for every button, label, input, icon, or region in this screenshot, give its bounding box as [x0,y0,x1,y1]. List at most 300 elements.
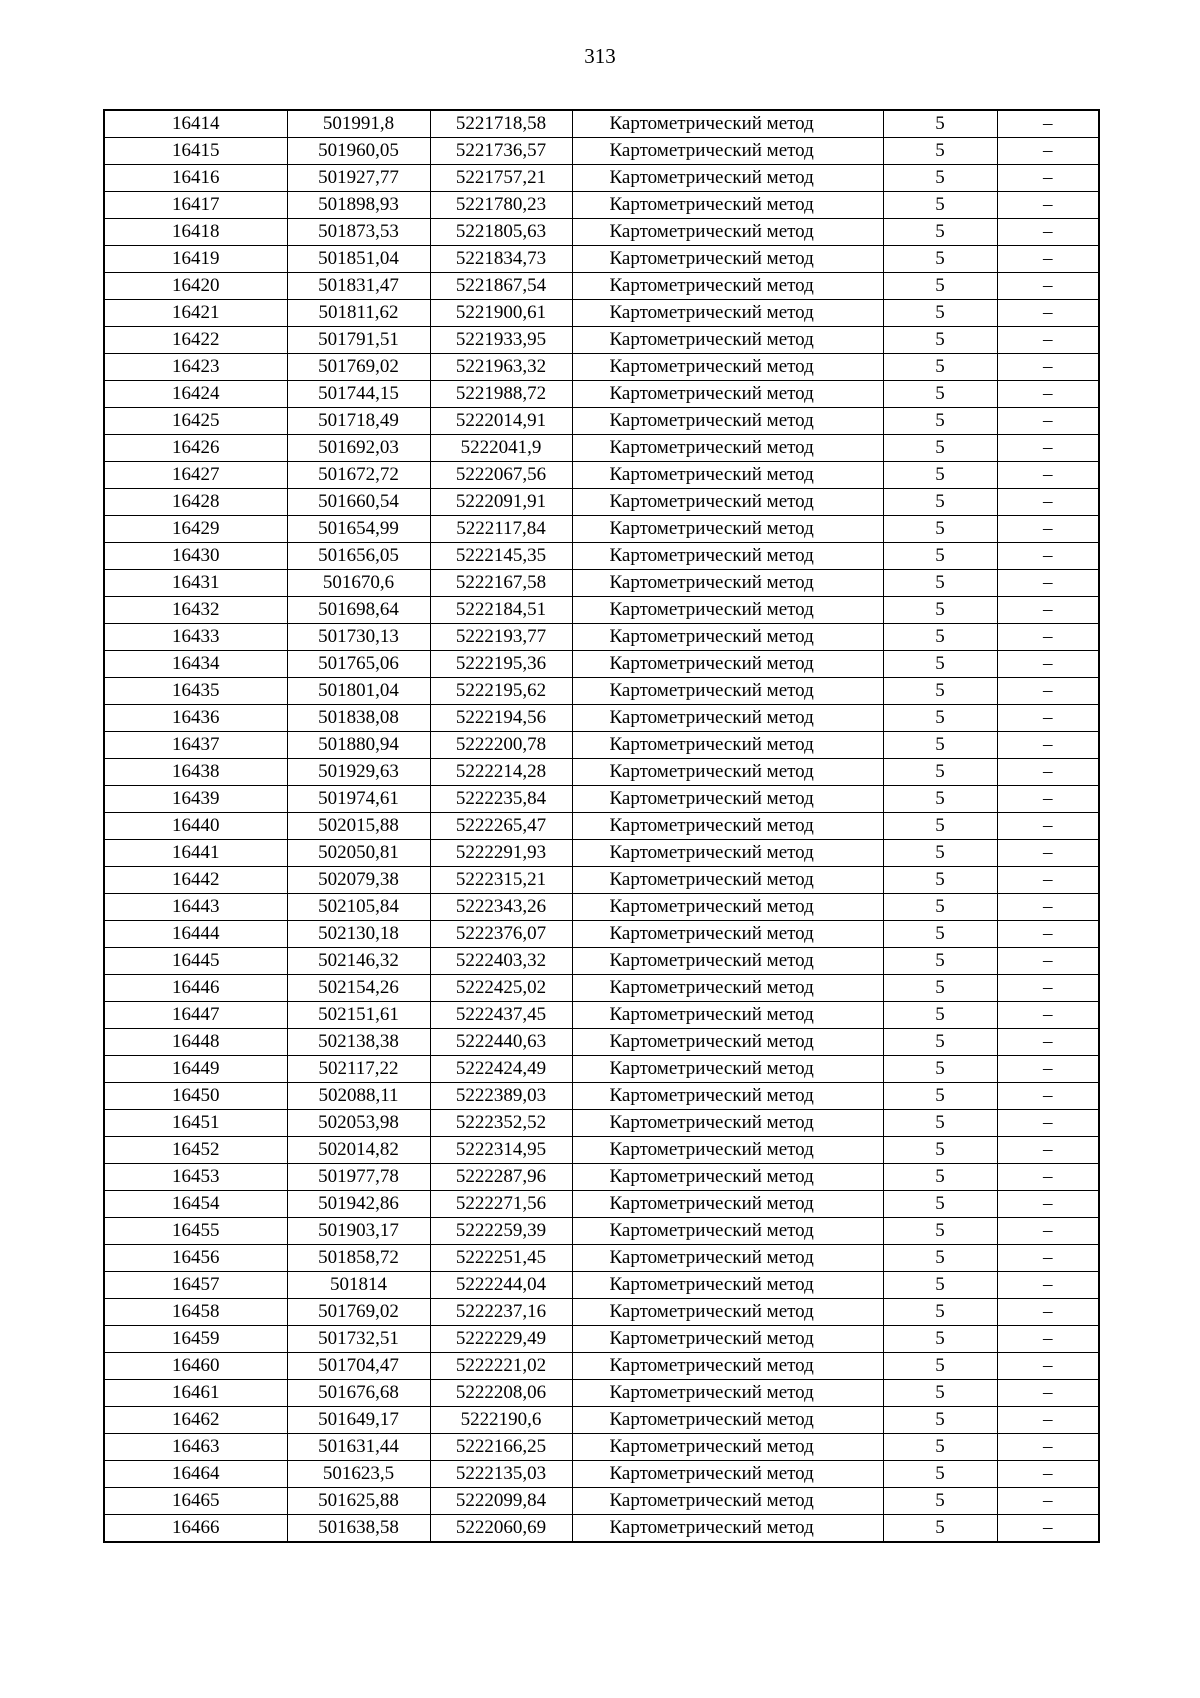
accuracy-cell: 5 [883,435,997,462]
note-cell: – [997,597,1099,624]
accuracy-cell: 5 [883,489,997,516]
method-cell: Картометрический метод [572,840,883,867]
point-number-cell: 16419 [104,246,287,273]
note-cell: – [997,624,1099,651]
accuracy-cell: 5 [883,1137,997,1164]
y-coordinate-cell: 5222425,02 [430,975,572,1002]
y-coordinate-cell: 5222167,58 [430,570,572,597]
x-coordinate-cell: 501765,06 [287,651,430,678]
x-coordinate-cell: 501873,53 [287,219,430,246]
table-row [104,948,1099,975]
note-cell: – [997,1245,1099,1272]
y-coordinate-cell: 5222315,21 [430,867,572,894]
coordinates-table [103,109,1100,1543]
method-cell: Картометрический метод [572,624,883,651]
table-row [104,1515,1099,1543]
point-number-cell: 16455 [104,1218,287,1245]
note-cell: – [997,1029,1099,1056]
note-cell: – [997,813,1099,840]
x-coordinate-cell: 502146,32 [287,948,430,975]
accuracy-cell: 5 [883,1299,997,1326]
x-coordinate-cell: 501654,99 [287,516,430,543]
note-cell: – [997,1083,1099,1110]
table-row [104,1083,1099,1110]
y-coordinate-cell: 5222251,45 [430,1245,572,1272]
table-row [104,732,1099,759]
note-cell: – [997,651,1099,678]
method-cell: Картометрический метод [572,1515,883,1543]
x-coordinate-cell: 501730,13 [287,624,430,651]
x-coordinate-cell: 501929,63 [287,759,430,786]
method-cell: Картометрический метод [572,678,883,705]
point-number-cell: 16420 [104,273,287,300]
method-cell: Картометрический метод [572,1326,883,1353]
accuracy-cell: 5 [883,543,997,570]
method-cell: Картометрический метод [572,354,883,381]
y-coordinate-cell: 5222208,06 [430,1380,572,1407]
accuracy-cell: 5 [883,1110,997,1137]
table-row [104,1461,1099,1488]
note-cell: – [997,1353,1099,1380]
note-cell: – [997,1110,1099,1137]
accuracy-cell: 5 [883,840,997,867]
method-cell: Картометрический метод [572,408,883,435]
x-coordinate-cell: 501744,15 [287,381,430,408]
x-coordinate-cell: 501732,51 [287,1326,430,1353]
x-coordinate-cell: 501769,02 [287,1299,430,1326]
point-number-cell: 16430 [104,543,287,570]
method-cell: Картометрический метод [572,975,883,1002]
table-row [104,516,1099,543]
method-cell: Картометрический метод [572,705,883,732]
y-coordinate-cell: 5222214,28 [430,759,572,786]
note-cell: – [997,300,1099,327]
table-row [104,1326,1099,1353]
x-coordinate-cell: 501898,93 [287,192,430,219]
point-number-cell: 16415 [104,138,287,165]
method-cell: Картометрический метод [572,489,883,516]
y-coordinate-cell: 5222389,03 [430,1083,572,1110]
table-row [104,570,1099,597]
point-number-cell: 16463 [104,1434,287,1461]
method-cell: Картометрический метод [572,246,883,273]
accuracy-cell: 5 [883,192,997,219]
x-coordinate-cell: 501649,17 [287,1407,430,1434]
x-coordinate-cell: 501858,72 [287,1245,430,1272]
note-cell: – [997,1272,1099,1299]
accuracy-cell: 5 [883,651,997,678]
note-cell: – [997,1299,1099,1326]
point-number-cell: 16417 [104,192,287,219]
method-cell: Картометрический метод [572,516,883,543]
accuracy-cell: 5 [883,597,997,624]
method-cell: Картометрический метод [572,1137,883,1164]
x-coordinate-cell: 501676,68 [287,1380,430,1407]
accuracy-cell: 5 [883,570,997,597]
y-coordinate-cell: 5222117,84 [430,516,572,543]
method-cell: Картометрический метод [572,273,883,300]
note-cell: – [997,705,1099,732]
y-coordinate-cell: 5222221,02 [430,1353,572,1380]
y-coordinate-cell: 5222271,56 [430,1191,572,1218]
table-row [104,786,1099,813]
point-number-cell: 16433 [104,624,287,651]
note-cell: – [997,1461,1099,1488]
accuracy-cell: 5 [883,975,997,1002]
y-coordinate-cell: 5222343,26 [430,894,572,921]
x-coordinate-cell: 502050,81 [287,840,430,867]
point-number-cell: 16426 [104,435,287,462]
table-row [104,624,1099,651]
note-cell: – [997,867,1099,894]
table-row [104,354,1099,381]
y-coordinate-cell: 5222135,03 [430,1461,572,1488]
accuracy-cell: 5 [883,1434,997,1461]
method-cell: Картометрический метод [572,1191,883,1218]
x-coordinate-cell: 501660,54 [287,489,430,516]
note-cell: – [997,408,1099,435]
method-cell: Картометрический метод [572,1380,883,1407]
accuracy-cell: 5 [883,1245,997,1272]
note-cell: – [997,570,1099,597]
table-row [104,165,1099,192]
note-cell: – [997,1056,1099,1083]
note-cell: – [997,1164,1099,1191]
point-number-cell: 16443 [104,894,287,921]
accuracy-cell: 5 [883,732,997,759]
note-cell: – [997,975,1099,1002]
table-row [104,975,1099,1002]
point-number-cell: 16454 [104,1191,287,1218]
table-body [104,110,1099,1542]
accuracy-cell: 5 [883,1488,997,1515]
table-row [104,300,1099,327]
point-number-cell: 16465 [104,1488,287,1515]
point-number-cell: 16429 [104,516,287,543]
accuracy-cell: 5 [883,1326,997,1353]
note-cell: – [997,732,1099,759]
x-coordinate-cell: 501692,03 [287,435,430,462]
point-number-cell: 16421 [104,300,287,327]
point-number-cell: 16441 [104,840,287,867]
method-cell: Картометрический метод [572,543,883,570]
y-coordinate-cell: 5222287,96 [430,1164,572,1191]
note-cell: – [997,759,1099,786]
point-number-cell: 16435 [104,678,287,705]
point-number-cell: 16431 [104,570,287,597]
point-number-cell: 16456 [104,1245,287,1272]
method-cell: Картометрический метод [572,1110,883,1137]
method-cell: Картометрический метод [572,651,883,678]
method-cell: Картометрический метод [572,1299,883,1326]
table-row [104,381,1099,408]
point-number-cell: 16452 [104,1137,287,1164]
accuracy-cell: 5 [883,786,997,813]
table-row [104,1218,1099,1245]
table-row [104,1002,1099,1029]
point-number-cell: 16449 [104,1056,287,1083]
y-coordinate-cell: 5222229,49 [430,1326,572,1353]
x-coordinate-cell: 501670,6 [287,570,430,597]
accuracy-cell: 5 [883,408,997,435]
note-cell: – [997,1434,1099,1461]
point-number-cell: 16436 [104,705,287,732]
x-coordinate-cell: 502015,88 [287,813,430,840]
table-row [104,867,1099,894]
method-cell: Картометрический метод [572,867,883,894]
x-coordinate-cell: 501672,72 [287,462,430,489]
note-cell: – [997,1515,1099,1543]
point-number-cell: 16445 [104,948,287,975]
point-number-cell: 16416 [104,165,287,192]
y-coordinate-cell: 5222291,93 [430,840,572,867]
accuracy-cell: 5 [883,273,997,300]
point-number-cell: 16464 [104,1461,287,1488]
x-coordinate-cell: 501638,58 [287,1515,430,1543]
accuracy-cell: 5 [883,1407,997,1434]
table-row [104,543,1099,570]
y-coordinate-cell: 5222193,77 [430,624,572,651]
note-cell: – [997,435,1099,462]
note-cell: – [997,543,1099,570]
point-number-cell: 16437 [104,732,287,759]
method-cell: Картометрический метод [572,570,883,597]
note-cell: – [997,894,1099,921]
table-row [104,192,1099,219]
x-coordinate-cell: 501801,04 [287,678,430,705]
point-number-cell: 16457 [104,1272,287,1299]
y-coordinate-cell: 5221867,54 [430,273,572,300]
x-coordinate-cell: 501851,04 [287,246,430,273]
table-row [104,1029,1099,1056]
y-coordinate-cell: 5222099,84 [430,1488,572,1515]
accuracy-cell: 5 [883,867,997,894]
point-number-cell: 16446 [104,975,287,1002]
accuracy-cell: 5 [883,1218,997,1245]
y-coordinate-cell: 5222014,91 [430,408,572,435]
note-cell: – [997,948,1099,975]
x-coordinate-cell: 501977,78 [287,1164,430,1191]
x-coordinate-cell: 502014,82 [287,1137,430,1164]
accuracy-cell: 5 [883,1515,997,1543]
point-number-cell: 16427 [104,462,287,489]
accuracy-cell: 5 [883,110,997,138]
table-row [104,1299,1099,1326]
method-cell: Картометрический метод [572,1164,883,1191]
table-row [104,110,1099,138]
note-cell: – [997,110,1099,138]
x-coordinate-cell: 502079,38 [287,867,430,894]
method-cell: Картометрический метод [572,435,883,462]
note-cell: – [997,1002,1099,1029]
y-coordinate-cell: 5222424,49 [430,1056,572,1083]
point-number-cell: 16462 [104,1407,287,1434]
y-coordinate-cell: 5222440,63 [430,1029,572,1056]
table-row [104,1380,1099,1407]
x-coordinate-cell: 501903,17 [287,1218,430,1245]
y-coordinate-cell: 5221963,32 [430,354,572,381]
point-number-cell: 16424 [104,381,287,408]
note-cell: – [997,1488,1099,1515]
note-cell: – [997,1326,1099,1353]
method-cell: Картометрический метод [572,1245,883,1272]
x-coordinate-cell: 502053,98 [287,1110,430,1137]
table-row [104,651,1099,678]
x-coordinate-cell: 502154,26 [287,975,430,1002]
x-coordinate-cell: 502088,11 [287,1083,430,1110]
y-coordinate-cell: 5222060,69 [430,1515,572,1543]
accuracy-cell: 5 [883,921,997,948]
method-cell: Картометрический метод [572,1434,883,1461]
x-coordinate-cell: 502151,61 [287,1002,430,1029]
y-coordinate-cell: 5221900,61 [430,300,572,327]
method-cell: Картометрический метод [572,192,883,219]
y-coordinate-cell: 5221736,57 [430,138,572,165]
y-coordinate-cell: 5222237,16 [430,1299,572,1326]
note-cell: – [997,516,1099,543]
method-cell: Картометрический метод [572,1488,883,1515]
table-row [104,1407,1099,1434]
y-coordinate-cell: 5221988,72 [430,381,572,408]
point-number-cell: 16466 [104,1515,287,1543]
point-number-cell: 16418 [104,219,287,246]
point-number-cell: 16459 [104,1326,287,1353]
accuracy-cell: 5 [883,246,997,273]
accuracy-cell: 5 [883,354,997,381]
point-number-cell: 16460 [104,1353,287,1380]
method-cell: Картометрический метод [572,462,883,489]
note-cell: – [997,327,1099,354]
x-coordinate-cell: 501991,8 [287,110,430,138]
accuracy-cell: 5 [883,624,997,651]
point-number-cell: 16444 [104,921,287,948]
table-row [104,246,1099,273]
accuracy-cell: 5 [883,813,997,840]
table-row [104,1434,1099,1461]
x-coordinate-cell: 501942,86 [287,1191,430,1218]
table-row [104,1110,1099,1137]
y-coordinate-cell: 5222091,91 [430,489,572,516]
method-cell: Картометрический метод [572,381,883,408]
table-row [104,435,1099,462]
x-coordinate-cell: 501718,49 [287,408,430,435]
x-coordinate-cell: 501625,88 [287,1488,430,1515]
note-cell: – [997,1137,1099,1164]
x-coordinate-cell: 501811,62 [287,300,430,327]
x-coordinate-cell: 501769,02 [287,354,430,381]
method-cell: Картометрический метод [572,948,883,975]
note-cell: – [997,489,1099,516]
x-coordinate-cell: 501974,61 [287,786,430,813]
x-coordinate-cell: 501960,05 [287,138,430,165]
note-cell: – [997,273,1099,300]
x-coordinate-cell: 501838,08 [287,705,430,732]
table-row [104,327,1099,354]
y-coordinate-cell: 5222041,9 [430,435,572,462]
note-cell: – [997,381,1099,408]
note-cell: – [997,246,1099,273]
y-coordinate-cell: 5222259,39 [430,1218,572,1245]
accuracy-cell: 5 [883,678,997,705]
x-coordinate-cell: 501704,47 [287,1353,430,1380]
method-cell: Картометрический метод [572,894,883,921]
point-number-cell: 16450 [104,1083,287,1110]
point-number-cell: 16414 [104,110,287,138]
x-coordinate-cell: 501880,94 [287,732,430,759]
y-coordinate-cell: 5221933,95 [430,327,572,354]
y-coordinate-cell: 5222184,51 [430,597,572,624]
y-coordinate-cell: 5222352,52 [430,1110,572,1137]
table-row [104,894,1099,921]
method-cell: Картометрический метод [572,1002,883,1029]
y-coordinate-cell: 5222067,56 [430,462,572,489]
table-row [104,1191,1099,1218]
accuracy-cell: 5 [883,759,997,786]
accuracy-cell: 5 [883,1353,997,1380]
accuracy-cell: 5 [883,462,997,489]
point-number-cell: 16440 [104,813,287,840]
x-coordinate-cell: 501814 [287,1272,430,1299]
point-number-cell: 16442 [104,867,287,894]
y-coordinate-cell: 5222166,25 [430,1434,572,1461]
accuracy-cell: 5 [883,1272,997,1299]
table-row [104,840,1099,867]
note-cell: – [997,840,1099,867]
y-coordinate-cell: 5222376,07 [430,921,572,948]
y-coordinate-cell: 5222194,56 [430,705,572,732]
point-number-cell: 16434 [104,651,287,678]
y-coordinate-cell: 5222403,32 [430,948,572,975]
method-cell: Картометрический метод [572,1407,883,1434]
method-cell: Картометрический метод [572,921,883,948]
method-cell: Картометрический метод [572,759,883,786]
y-coordinate-cell: 5222195,62 [430,678,572,705]
x-coordinate-cell: 501656,05 [287,543,430,570]
table-row [104,1056,1099,1083]
table-row [104,1164,1099,1191]
y-coordinate-cell: 5222145,35 [430,543,572,570]
table-row [104,705,1099,732]
accuracy-cell: 5 [883,381,997,408]
note-cell: – [997,1218,1099,1245]
table-row [104,489,1099,516]
table-row [104,921,1099,948]
accuracy-cell: 5 [883,1083,997,1110]
accuracy-cell: 5 [883,1191,997,1218]
accuracy-cell: 5 [883,1461,997,1488]
method-cell: Картометрический метод [572,1461,883,1488]
accuracy-cell: 5 [883,219,997,246]
table-row [104,1137,1099,1164]
method-cell: Картометрический метод [572,138,883,165]
y-coordinate-cell: 5222190,6 [430,1407,572,1434]
note-cell: – [997,165,1099,192]
method-cell: Картометрический метод [572,597,883,624]
accuracy-cell: 5 [883,1380,997,1407]
y-coordinate-cell: 5222265,47 [430,813,572,840]
method-cell: Картометрический метод [572,786,883,813]
method-cell: Картометрический метод [572,110,883,138]
point-number-cell: 16458 [104,1299,287,1326]
y-coordinate-cell: 5222314,95 [430,1137,572,1164]
note-cell: – [997,462,1099,489]
point-number-cell: 16461 [104,1380,287,1407]
x-coordinate-cell: 501831,47 [287,273,430,300]
table-row [104,759,1099,786]
point-number-cell: 16438 [104,759,287,786]
accuracy-cell: 5 [883,1056,997,1083]
table-row [104,597,1099,624]
